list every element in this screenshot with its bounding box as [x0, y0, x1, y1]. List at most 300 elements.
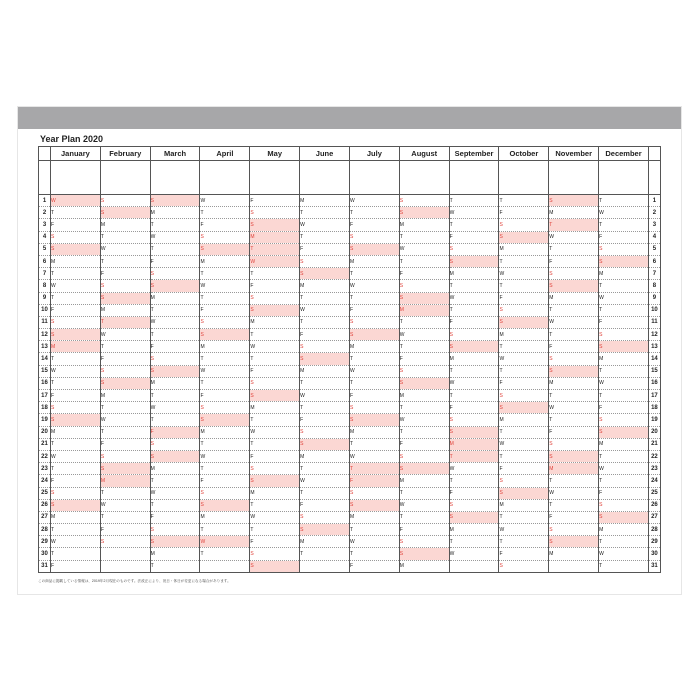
day-cell: F — [200, 475, 250, 487]
day-cell: F — [51, 390, 101, 402]
day-cell: W — [100, 243, 150, 255]
day-cell: W — [399, 499, 449, 511]
day-row — [39, 377, 661, 389]
day-cell: M — [399, 304, 449, 316]
day-cell: W — [150, 316, 200, 328]
day-cell: W — [100, 499, 150, 511]
day-cell: T — [250, 414, 300, 426]
day-cell: S — [300, 255, 350, 267]
day-row — [39, 268, 661, 280]
day-number: 12 — [648, 329, 660, 341]
day-number: 16 — [648, 377, 660, 389]
day-cell: S — [51, 316, 101, 328]
day-cell: M — [499, 243, 549, 255]
day-cell: M — [499, 414, 549, 426]
day-number: 16 — [39, 377, 51, 389]
day-number: 30 — [39, 548, 51, 560]
empty-cell — [549, 560, 599, 572]
day-number: 27 — [39, 511, 51, 523]
day-cell: F — [300, 243, 350, 255]
day-cell: T — [200, 292, 250, 304]
day-cell: W — [499, 438, 549, 450]
day-cell: S — [399, 450, 449, 462]
day-cell: T — [300, 377, 350, 389]
notes-cell — [150, 161, 200, 195]
day-cell: F — [150, 255, 200, 267]
day-cell: M — [499, 329, 549, 341]
day-number: 9 — [648, 292, 660, 304]
empty-cell — [300, 560, 350, 572]
day-cell: F — [449, 316, 499, 328]
day-cell: S — [150, 353, 200, 365]
day-cell: F — [449, 231, 499, 243]
day-cell: T — [100, 231, 150, 243]
day-cell: F — [349, 475, 399, 487]
day-cell: T — [300, 207, 350, 219]
day-number: 26 — [39, 499, 51, 511]
day-number: 17 — [648, 390, 660, 402]
day-cell: F — [449, 402, 499, 414]
notes-cell — [549, 161, 599, 195]
day-cell: M — [100, 219, 150, 231]
day-cell: S — [599, 255, 649, 267]
day-number: 18 — [39, 402, 51, 414]
day-cell: S — [449, 243, 499, 255]
day-row — [39, 487, 661, 499]
day-cell: T — [399, 341, 449, 353]
day-number: 19 — [648, 414, 660, 426]
day-cell: S — [599, 329, 649, 341]
day-row — [39, 316, 661, 328]
day-cell: T — [250, 329, 300, 341]
day-cell: T — [349, 353, 399, 365]
day-cell: F — [51, 219, 101, 231]
day-cell: T — [300, 548, 350, 560]
day-cell: W — [200, 280, 250, 292]
day-cell: S — [549, 365, 599, 377]
day-cell: S — [250, 548, 300, 560]
day-cell: T — [51, 207, 101, 219]
day-cell: T — [499, 536, 549, 548]
day-cell: T — [599, 450, 649, 462]
day-cell: F — [51, 560, 101, 572]
day-cell: F — [100, 353, 150, 365]
day-cell: W — [449, 377, 499, 389]
empty-cell — [449, 560, 499, 572]
notes-cell — [599, 161, 649, 195]
day-cell: T — [200, 548, 250, 560]
day-number: 25 — [648, 487, 660, 499]
month-header-november: November — [549, 147, 599, 161]
day-cell: S — [100, 292, 150, 304]
day-cell: F — [499, 207, 549, 219]
day-cell: W — [200, 365, 250, 377]
day-number: 13 — [39, 341, 51, 353]
day-cell: F — [449, 487, 499, 499]
day-cell: T — [499, 426, 549, 438]
day-cell: S — [499, 316, 549, 328]
day-number: 8 — [39, 280, 51, 292]
day-cell: F — [200, 219, 250, 231]
notes-cell — [499, 161, 549, 195]
day-cell: S — [349, 316, 399, 328]
empty-cell — [100, 560, 150, 572]
day-cell: F — [300, 414, 350, 426]
day-cell: F — [150, 341, 200, 353]
day-cell: W — [549, 231, 599, 243]
day-cell: F — [150, 426, 200, 438]
day-cell: T — [100, 255, 150, 267]
day-cell: S — [349, 243, 399, 255]
day-cell: S — [449, 499, 499, 511]
day-cell: T — [200, 353, 250, 365]
day-cell: S — [499, 219, 549, 231]
month-header-october: October — [499, 147, 549, 161]
day-cell: S — [100, 463, 150, 475]
day-cell: S — [150, 268, 200, 280]
day-cell: T — [599, 365, 649, 377]
day-cell: M — [549, 292, 599, 304]
notes-cell — [250, 161, 300, 195]
day-cell: S — [250, 463, 300, 475]
day-cell: T — [150, 243, 200, 255]
day-cell: T — [349, 268, 399, 280]
day-number: 5 — [648, 243, 660, 255]
day-cell: F — [200, 390, 250, 402]
day-cell: T — [399, 231, 449, 243]
day-cell: T — [599, 280, 649, 292]
notes-cell — [349, 161, 399, 195]
notes-cell — [200, 161, 250, 195]
day-cell: W — [399, 414, 449, 426]
day-cell: T — [150, 304, 200, 316]
day-cell: F — [300, 329, 350, 341]
day-cell: W — [449, 292, 499, 304]
month-header-february: February — [100, 147, 150, 161]
day-cell: W — [150, 487, 200, 499]
day-cell: T — [449, 304, 499, 316]
day-number: 15 — [39, 365, 51, 377]
day-cell: T — [300, 487, 350, 499]
day-cell: S — [499, 231, 549, 243]
day-cell: M — [399, 390, 449, 402]
day-cell: T — [300, 463, 350, 475]
day-cell: S — [399, 292, 449, 304]
day-cell: S — [599, 243, 649, 255]
day-number: 9 — [39, 292, 51, 304]
day-cell: S — [200, 487, 250, 499]
day-cell: W — [349, 195, 399, 207]
day-cell: W — [449, 207, 499, 219]
day-cell: T — [449, 536, 499, 548]
day-number: 19 — [39, 414, 51, 426]
day-cell: S — [349, 414, 399, 426]
day-cell: F — [100, 524, 150, 536]
day-cell: S — [200, 402, 250, 414]
day-cell: T — [100, 511, 150, 523]
day-cell: S — [300, 268, 350, 280]
day-cell: S — [150, 365, 200, 377]
day-cell: T — [100, 487, 150, 499]
notes-cell — [648, 161, 660, 195]
day-cell: M — [599, 524, 649, 536]
day-cell: M — [449, 353, 499, 365]
day-number: 24 — [39, 475, 51, 487]
day-cell: S — [449, 426, 499, 438]
day-cell: S — [100, 377, 150, 389]
day-cell: S — [599, 341, 649, 353]
day-number: 29 — [648, 536, 660, 548]
day-cell: W — [51, 195, 101, 207]
day-cell: W — [599, 207, 649, 219]
day-row — [39, 329, 661, 341]
day-row — [39, 560, 661, 572]
day-cell: F — [150, 511, 200, 523]
day-cell: F — [51, 304, 101, 316]
day-cell: M — [499, 499, 549, 511]
day-row — [39, 207, 661, 219]
day-cell: F — [499, 463, 549, 475]
day-cell: S — [200, 499, 250, 511]
day-cell: S — [399, 195, 449, 207]
day-number: 27 — [648, 511, 660, 523]
day-cell: S — [51, 231, 101, 243]
day-number: 21 — [39, 438, 51, 450]
day-cell: W — [449, 463, 499, 475]
day-cell: T — [51, 463, 101, 475]
day-cell: W — [300, 304, 350, 316]
day-cell: W — [51, 365, 101, 377]
month-header-june: June — [300, 147, 350, 161]
day-cell: T — [100, 402, 150, 414]
day-cell: S — [150, 450, 200, 462]
day-cell: S — [300, 353, 350, 365]
day-cell: S — [499, 475, 549, 487]
day-cell: T — [200, 268, 250, 280]
day-cell: T — [150, 499, 200, 511]
day-number: 3 — [39, 219, 51, 231]
day-cell: F — [399, 268, 449, 280]
day-cell: T — [150, 390, 200, 402]
day-cell: T — [449, 475, 499, 487]
day-cell: S — [549, 195, 599, 207]
day-cell: S — [51, 414, 101, 426]
day-cell: T — [100, 426, 150, 438]
day-cell: W — [349, 365, 399, 377]
day-number: 7 — [648, 268, 660, 280]
day-cell: S — [549, 438, 599, 450]
day-cell: T — [499, 511, 549, 523]
day-cell: M — [51, 255, 101, 267]
day-number: 8 — [648, 280, 660, 292]
day-cell: F — [399, 438, 449, 450]
day-cell: W — [599, 292, 649, 304]
day-cell: W — [250, 426, 300, 438]
day-cell: M — [250, 402, 300, 414]
day-cell: T — [499, 341, 549, 353]
day-cell: W — [549, 402, 599, 414]
day-cell: S — [250, 390, 300, 402]
day-cell: S — [100, 207, 150, 219]
day-cell: S — [549, 524, 599, 536]
day-cell: T — [250, 353, 300, 365]
day-cell: T — [449, 450, 499, 462]
day-cell: S — [51, 499, 101, 511]
day-cell: T — [250, 243, 300, 255]
day-cell: S — [150, 438, 200, 450]
day-cell: T — [51, 548, 101, 560]
day-row — [39, 292, 661, 304]
day-cell: S — [599, 511, 649, 523]
day-cell: M — [549, 207, 599, 219]
year-planner-sheet — [18, 107, 681, 594]
day-cell: F — [250, 536, 300, 548]
day-cell: W — [399, 243, 449, 255]
day-number: 28 — [648, 524, 660, 536]
day-cell: S — [499, 402, 549, 414]
day-cell: M — [349, 426, 399, 438]
day-cell: M — [300, 195, 350, 207]
day-cell: S — [200, 231, 250, 243]
day-number: 20 — [648, 426, 660, 438]
day-cell: F — [100, 268, 150, 280]
day-cell: T — [300, 402, 350, 414]
day-row — [39, 390, 661, 402]
day-number: 22 — [648, 450, 660, 462]
day-cell: M — [250, 316, 300, 328]
day-number: 31 — [648, 560, 660, 572]
day-cell: S — [549, 450, 599, 462]
day-cell: T — [349, 463, 399, 475]
day-cell: T — [200, 207, 250, 219]
day-cell: T — [449, 365, 499, 377]
notes-cell — [300, 161, 350, 195]
day-cell: M — [349, 511, 399, 523]
day-cell: F — [349, 219, 399, 231]
month-header-august: August — [399, 147, 449, 161]
month-header-january: January — [51, 147, 101, 161]
day-cell: M — [150, 463, 200, 475]
day-cell: T — [51, 438, 101, 450]
day-cell: T — [51, 353, 101, 365]
day-cell: W — [51, 536, 101, 548]
day-cell: T — [250, 268, 300, 280]
day-cell: T — [200, 463, 250, 475]
day-cell: M — [100, 475, 150, 487]
day-cell: T — [449, 280, 499, 292]
day-cell: T — [349, 207, 399, 219]
day-cell: M — [449, 268, 499, 280]
day-cell: W — [300, 219, 350, 231]
day-cell: W — [250, 511, 300, 523]
day-cell: F — [250, 195, 300, 207]
day-cell: M — [349, 341, 399, 353]
day-number: 31 — [39, 560, 51, 572]
day-cell: S — [250, 219, 300, 231]
day-cell: T — [599, 390, 649, 402]
day-number: 28 — [39, 524, 51, 536]
day-cell: S — [150, 524, 200, 536]
day-cell: T — [549, 414, 599, 426]
day-cell: W — [150, 402, 200, 414]
day-cell: W — [599, 377, 649, 389]
day-number: 21 — [648, 438, 660, 450]
day-row — [39, 243, 661, 255]
day-number: 20 — [39, 426, 51, 438]
day-number: 24 — [648, 475, 660, 487]
day-cell: W — [250, 255, 300, 267]
day-number: 10 — [648, 304, 660, 316]
day-cell: W — [150, 231, 200, 243]
day-cell: S — [399, 365, 449, 377]
day-cell: M — [599, 438, 649, 450]
notes-cell — [449, 161, 499, 195]
day-row — [39, 475, 661, 487]
day-cell: T — [549, 390, 599, 402]
day-cell: W — [51, 280, 101, 292]
day-cell: S — [200, 316, 250, 328]
day-cell: T — [300, 231, 350, 243]
day-cell: T — [499, 280, 549, 292]
day-cell: S — [499, 560, 549, 572]
day-cell: T — [499, 195, 549, 207]
day-cell: T — [599, 195, 649, 207]
day-cell: S — [100, 280, 150, 292]
day-number: 17 — [39, 390, 51, 402]
day-cell: S — [399, 377, 449, 389]
day-cell: F — [499, 548, 549, 560]
day-cell: S — [449, 511, 499, 523]
day-cell: M — [549, 377, 599, 389]
day-cell: S — [51, 243, 101, 255]
day-cell: M — [200, 511, 250, 523]
day-cell: W — [200, 536, 250, 548]
day-cell: F — [51, 475, 101, 487]
day-row — [39, 195, 661, 207]
day-cell: T — [599, 475, 649, 487]
day-row — [39, 438, 661, 450]
day-cell: S — [100, 195, 150, 207]
day-cell: F — [549, 255, 599, 267]
day-cell: S — [349, 329, 399, 341]
day-cell: F — [599, 487, 649, 499]
day-cell: F — [599, 231, 649, 243]
day-cell: W — [100, 329, 150, 341]
day-number: 15 — [648, 365, 660, 377]
day-number: 14 — [648, 353, 660, 365]
notes-cell — [399, 161, 449, 195]
day-cell: F — [200, 304, 250, 316]
day-cell: S — [300, 426, 350, 438]
day-row — [39, 426, 661, 438]
month-header-march: March — [150, 147, 200, 161]
day-number: 23 — [39, 463, 51, 475]
day-cell: T — [399, 402, 449, 414]
day-cell: S — [549, 353, 599, 365]
day-cell: F — [549, 341, 599, 353]
day-cell: M — [150, 377, 200, 389]
day-cell: S — [399, 548, 449, 560]
day-cell: T — [349, 548, 399, 560]
day-cell: S — [399, 207, 449, 219]
corner-cell — [39, 147, 51, 161]
day-cell: T — [300, 316, 350, 328]
day-cell: S — [250, 304, 300, 316]
day-cell: M — [200, 341, 250, 353]
day-cell: S — [549, 280, 599, 292]
day-cell: S — [300, 438, 350, 450]
day-cell: T — [499, 255, 549, 267]
